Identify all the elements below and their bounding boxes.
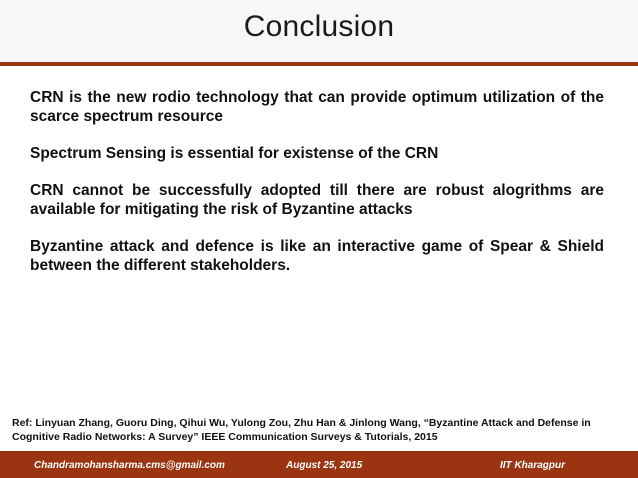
slide-header (0, 0, 638, 62)
footer-email: Chandramohansharma.cms@gmail.com (34, 460, 225, 471)
slide-footer (0, 451, 638, 478)
bullet-item: CRN cannot be successfully adopted till there are robust alogrithms are available for mitigating the risk of Byzantine attacks (30, 182, 604, 218)
slide-title: Conclusion (243, 10, 395, 43)
bullet-item: Spectrum Sensing is essential for existense of the CRN (30, 145, 439, 162)
bullet-item: Byzantine attack and defence is like an interactive game of Spear & Shield between the different stakeholders. (30, 238, 604, 274)
reference-citation: Ref: Linyuan Zhang, Guoru Ding, Qihui Wu, Yulong Zou, Zhu Han & Jinlong Wang, “Byzantine Attack and Defense in Cognitive Radio Networks: A Survey” IEEE Communication Surveys & Tutorials, 2015 (12, 417, 591, 443)
footer-date: August 25, 2015 (286, 460, 363, 471)
conclusion-bullets (30, 88, 604, 293)
footer-institute: IIT Kharagpur (500, 460, 566, 471)
bullet-item: CRN is the new rodio technology that can provide optimum utilization of the scarce spectrum resource (30, 89, 604, 125)
header-divider (0, 62, 638, 66)
